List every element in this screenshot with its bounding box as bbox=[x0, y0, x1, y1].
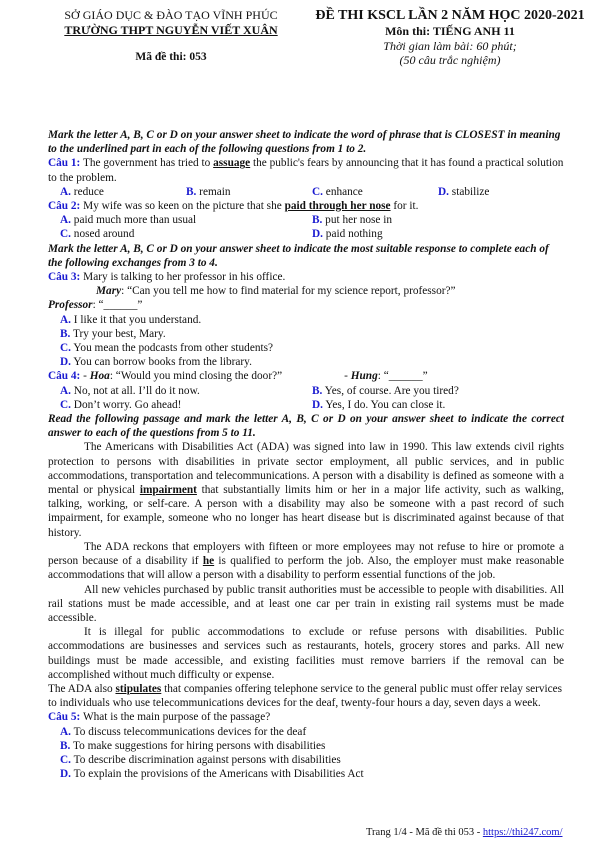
question-2: Câu 2: My wife was so keen on the picture that she paid through her nose for it. bbox=[48, 200, 419, 213]
option-c[interactable]: C. You mean the podcasts from other students? bbox=[60, 342, 274, 355]
exam-subject: Môn thi: TIẾNG ANH 11 bbox=[385, 24, 515, 38]
question-label: Câu 3: bbox=[48, 271, 81, 284]
option-c[interactable]: C. Don’t worry. Go ahead! bbox=[60, 398, 182, 411]
exam-title: ĐỀ THI KSCL LẦN 2 NĂM HỌC 2020-2021 bbox=[315, 8, 585, 23]
passage-paragraph-5: The ADA also stipulates that companies offering telephone service to the general public must offer relay services to individuals who use telecommunications devices for the deaf, twenty-four hours a day, seven days a week. bbox=[48, 682, 563, 710]
dialog-line-2: Professor: “______” bbox=[48, 299, 143, 312]
question-label: Câu 1: bbox=[48, 157, 81, 170]
option-b[interactable]: B. Yes, of course. Are you tired? bbox=[312, 384, 459, 397]
question-5: Câu 5: What is the main purpose of the passage? bbox=[48, 711, 271, 724]
option-a[interactable]: A. paid much more than usual bbox=[60, 214, 197, 227]
question-count: (50 câu trắc nghiệm) bbox=[399, 53, 501, 67]
option-a[interactable]: A. No, not at all. I’ll do it now. bbox=[60, 384, 200, 397]
passage-paragraph-1: The Americans with Disabilities Act (ADA) was signed into law in 1990. This law extends civil rights protection to persons with disabilities in private sector employment, all public services, and in public accommodations, transportation and telecommunications. A person with a disability is defined as someone with a mental or physical impairment that substantially limits him or her in a major life activity, such as walking, talking, working, or self-care. A person with a disability may also be someone with a past record of such impairment, for example, someone who no longer has heart disease but is discriminated against because of that history. bbox=[48, 441, 564, 539]
school-name: TRƯỜNG THPT NGUYỄN VIẾT XUÂN bbox=[64, 23, 278, 37]
question-label: Câu 5: bbox=[48, 711, 81, 724]
option-b[interactable]: B. To make suggestions for hiring persons with disabilities bbox=[60, 739, 326, 752]
option-c[interactable]: C. To describe discrimination against persons with disabilities bbox=[60, 753, 341, 766]
page-footer bbox=[366, 826, 563, 840]
underlined-word: assuage bbox=[213, 157, 251, 170]
option-d[interactable]: D. To explain the provisions of the Americans with Disabilities Act bbox=[60, 768, 364, 781]
option-b[interactable]: B. put her nose in bbox=[312, 214, 393, 227]
dialog-line-1: Mary: “Can you tell me how to find material for my science report, professor?” bbox=[96, 285, 456, 298]
option-d[interactable]: D. stabilize bbox=[438, 185, 490, 198]
option-c[interactable]: C. nosed around bbox=[60, 228, 135, 241]
question-text: the public's fears by announcing that it has found a practical solution to the problem. bbox=[48, 157, 564, 184]
option-d[interactable]: D. You can borrow books from the library. bbox=[60, 356, 252, 369]
exam-content bbox=[48, 128, 564, 781]
question-text: The government has tried to bbox=[80, 157, 214, 170]
option-d[interactable]: D. Yes, I do. You can close it. bbox=[312, 398, 446, 411]
option-b[interactable]: B. Try your best, Mary. bbox=[60, 327, 166, 340]
question-3: Câu 3: Mary is talking to her professor in his office. bbox=[48, 271, 286, 284]
passage-paragraph-2: The ADA reckons that employers with fifteen or more employees may not refuse to hire or promote a person because of a disability if he is qualified to perform the job. Also, the employer must make reasonable accommodations that will allow a person with a disability to perform essential functions of the job. bbox=[48, 540, 565, 582]
question-1 bbox=[48, 156, 564, 184]
question-label: Câu 2: bbox=[48, 200, 81, 213]
department: SỞ GIÁO DỤC & ĐÀO TẠO VĨNH PHÚC bbox=[64, 8, 278, 22]
option-d[interactable]: D. paid nothing bbox=[312, 228, 383, 241]
exam-time: Thời gian làm bài: 60 phút; bbox=[383, 38, 517, 53]
section3-instruction: Read the following passage and mark the letter A, B, C or D on your answer sheet to indicate the correct answer to each of the questions from 5 to 11. bbox=[48, 413, 564, 440]
option-c[interactable]: C. enhance bbox=[312, 185, 363, 198]
question-4: Câu 4: - Hoa: “Would you mind closing the door?” - Hung: “______” bbox=[48, 370, 428, 383]
footer-text: Trang 1/4 - Mã đề thi 053 - bbox=[366, 827, 483, 838]
passage-paragraph-3: All new vehicles purchased by public transit authorities must be accessible to people with disabilities. All rail stations must be made accessible, and at least one car per train in existing rail systems must be made accessible. bbox=[48, 583, 564, 624]
option-b[interactable]: B. remain bbox=[186, 185, 231, 198]
passage-paragraph-4: It is illegal for public accommodations to exclude or refuse persons with disabilities. Public accommodations are businesses and services such as restaurants, hotels, grocery stores and parks. All new buildings must be made accessible, and existing facilities must remove barriers if the removal can be accomplished without much difficulty or expense. bbox=[48, 626, 564, 681]
reading-passage bbox=[48, 440, 564, 710]
option-a[interactable]: A. reduce bbox=[60, 185, 104, 198]
header-right bbox=[300, 8, 600, 68]
q2-options bbox=[48, 213, 564, 241]
exam-code: Mã đề thi: 053 bbox=[135, 51, 207, 63]
q5-options bbox=[48, 725, 564, 782]
q1-options bbox=[48, 185, 564, 199]
q3-options bbox=[48, 313, 564, 370]
option-a[interactable]: A. I like it that you understand. bbox=[60, 313, 202, 326]
question-label: Câu 4: bbox=[48, 370, 81, 383]
section2-instruction: Mark the letter A, B, C or D on your answer sheet to indicate the most suitable response to complete each of the following exchanges from 3 to 4. bbox=[48, 242, 549, 269]
underlined-phrase: paid through her nose bbox=[284, 200, 391, 213]
section1-instruction: Mark the letter A, B, C or D on your answer sheet to indicate the word of phrase that is CLOSEST in meaning to the underlined part in each of the following questions from 1 to 2. bbox=[48, 129, 561, 156]
header-left bbox=[56, 8, 286, 65]
q4-options bbox=[48, 384, 564, 412]
option-a[interactable]: A. To discuss telecommunications devices for the deaf bbox=[60, 725, 307, 738]
footer-link[interactable]: https://thi247.com/ bbox=[482, 827, 563, 838]
